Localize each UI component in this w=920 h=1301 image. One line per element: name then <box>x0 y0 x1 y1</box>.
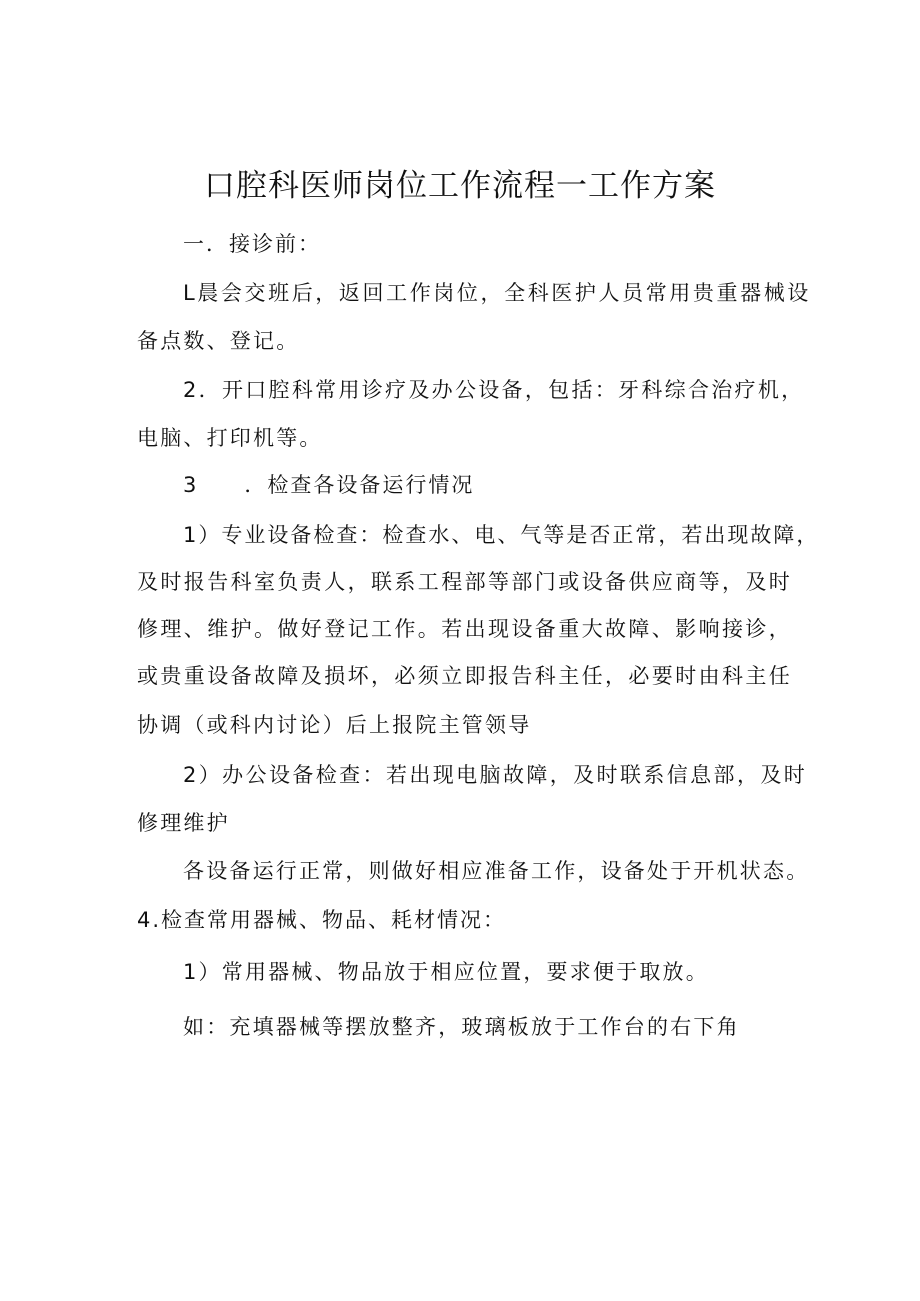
paragraph-line: 及时报告科室负责人，联系工程部等部门或设备供应商等，及时 <box>137 570 793 594</box>
section-heading-before-consultation: 一．接诊前： <box>183 232 321 256</box>
paragraph-line: 修理维护 <box>137 811 230 835</box>
paragraph-line: 4.检查常用器械、物品、耗材情况： <box>137 908 507 932</box>
paragraph-line: 电脑、打印机等。 <box>137 426 323 450</box>
paragraph-line: 2）办公设备检查：若出现电脑故障，及时联系信息部，及时 <box>183 763 808 787</box>
paragraph-line: 如：充填器械等摆放整齐，玻璃板放于工作台的右下角 <box>183 1015 740 1039</box>
paragraph-line: 1）专业设备检查：检查水、电、气等是否正常，若出现故障， <box>183 523 820 547</box>
document-title: 口腔科医师岗位工作流程一工作方案 <box>204 168 716 204</box>
paragraph-line: L晨会交班后，返回工作岗位，全科医护人员常用贵重器械设 <box>183 281 811 305</box>
paragraph-line: 各设备运行正常，则做好相应准备工作，设备处于开机状态。 <box>183 859 810 883</box>
paragraph-line: 2．开口腔科常用诊疗及办公设备，包括：牙科综合治疗机， <box>183 378 805 402</box>
paragraph-line: 3 ．检查各设备运行情况 <box>183 473 475 497</box>
paragraph-line: 修理、维护。做好登记工作。若出现设备重大故障、影响接诊， <box>137 617 793 641</box>
paragraph-line: 协调（或科内讨论）后上报院主管领导 <box>137 713 532 737</box>
paragraph-line: 备点数、登记。 <box>137 329 300 353</box>
paragraph-line: 1）常用器械、物品放于相应位置，要求便于取放。 <box>183 960 709 984</box>
paragraph-line: 或贵重设备故障及损坏，必须立即报告科主任，必要时由科主任 <box>137 664 793 688</box>
